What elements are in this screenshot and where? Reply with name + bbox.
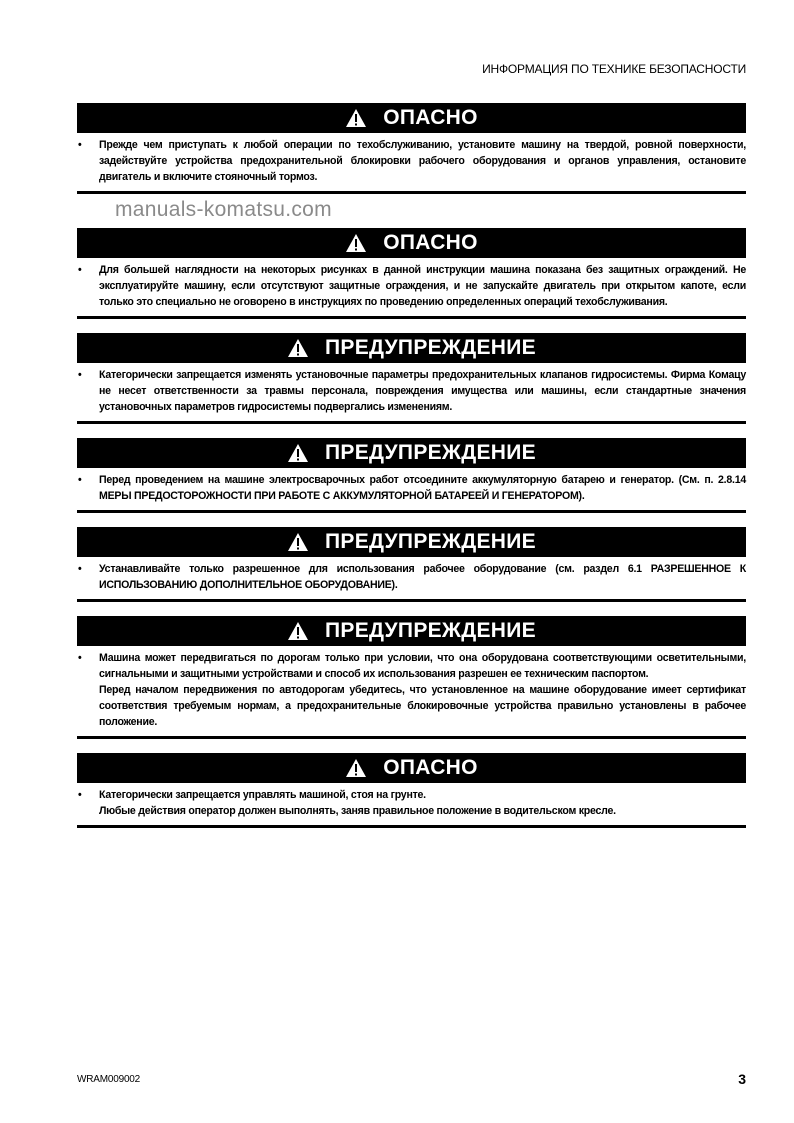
- notice-paragraph: Категорически запрещается изменять установочные параметры предохранительных клапанов гидросистемы. Фирма Комацу не несет ответственности за травмы персонала, повреждения имущества или машины, если стандартные значения установочных параметров гидросистемы подвергались изменениям.: [99, 369, 746, 413]
- safety-notice: [77, 753, 746, 828]
- notice-level: ПРЕДУПРЕЖДЕНИЕ: [325, 441, 536, 464]
- document-code: WRAM009002: [77, 1074, 141, 1085]
- notice-body: [77, 557, 746, 602]
- notice-banner: [77, 438, 746, 468]
- bullet: •: [78, 789, 82, 801]
- safety-notice: [77, 333, 746, 424]
- notice-paragraph: Категорически запрещается управлять машиной, стоя на грунте.: [99, 789, 426, 801]
- warning-triangle-icon: [287, 532, 309, 552]
- notice-body: [77, 646, 746, 739]
- notice-banner: [77, 753, 746, 783]
- notice-text: [99, 787, 746, 819]
- notice-text: [99, 650, 746, 730]
- notice-text: [99, 472, 746, 504]
- notice-level: ОПАСНО: [383, 756, 478, 779]
- bullet: •: [78, 369, 82, 381]
- page-number: 3: [738, 1071, 746, 1087]
- notice-body: [77, 363, 746, 424]
- notice-body: [77, 468, 746, 513]
- warning-triangle-icon: [287, 443, 309, 463]
- notice-paragraph: Прежде чем приступать к любой операции по техобслуживанию, установите машину на твердой, ровной поверхности, задействуйте устройства предохранительной блокировки рабочего оборудования и органов управления, остановите двигатель и включите стояночный тормоз.: [99, 139, 746, 183]
- bullet: •: [78, 652, 82, 664]
- notices-list: [77, 103, 746, 842]
- warning-triangle-icon: [345, 758, 367, 778]
- notice-banner: [77, 333, 746, 363]
- notice-text: [99, 137, 746, 185]
- notice-paragraph: Для большей наглядности на некоторых рисунках в данной инструкции машина показана без защитных ограждений. Не эксплуатируйте машину, если отсутствуют защитные ограждения, и не запускайте двигатель при открытом капоте, если только это специально не оговорено в инструкциях по проведению определенных операций техобслуживания.: [99, 264, 746, 308]
- notice-text: [99, 561, 746, 593]
- warning-triangle-icon: [287, 338, 309, 358]
- running-header: ИНФОРМАЦИЯ ПО ТЕХНИКЕ БЕЗОПАСНОСТИ: [482, 62, 746, 76]
- notice-text: [99, 367, 746, 415]
- notice-level: ПРЕДУПРЕЖДЕНИЕ: [325, 336, 536, 359]
- notice-level: ПРЕДУПРЕЖДЕНИЕ: [325, 619, 536, 642]
- notice-body: [77, 258, 746, 319]
- notice-text: [99, 262, 746, 310]
- notice-level: ОПАСНО: [383, 231, 478, 254]
- warning-triangle-icon: [345, 233, 367, 253]
- safety-notice: [77, 616, 746, 739]
- notice-banner: [77, 103, 746, 133]
- notice-paragraph: Перед началом передвижения по автодорогам убедитесь, что установленное на машине оборудование имеет сертификат соответствия требуемым нормам, а предохранительные блокировочные устройства правильно установлены в рабочее положение.: [99, 684, 746, 728]
- notice-level: ОПАСНО: [383, 106, 478, 129]
- safety-notice: [77, 228, 746, 319]
- notice-level: ПРЕДУПРЕЖДЕНИЕ: [325, 530, 536, 553]
- safety-notice: [77, 438, 746, 513]
- notice-banner: [77, 228, 746, 258]
- notice-paragraph: Любые действия оператор должен выполнять, заняв правильное положение в водительском кресле.: [99, 805, 616, 817]
- bullet: •: [78, 139, 82, 151]
- notice-paragraph: Машина может передвигаться по дорогам только при условии, что она оборудована соответствующими осветительными, сигнальными и защитными устройствами и способ их использования разрешен ее техническим паспортом.: [99, 652, 746, 680]
- notice-body: [77, 783, 746, 828]
- notice-paragraph: Устанавливайте только разрешенное для использования рабочее оборудование (см. раздел 6.1 РАЗРЕШЕННОЕ К ИСПОЛЬЗОВАНИЮ ДОПОЛНИТЕЛЬНОЕ ОБОРУДОВАНИЕ).: [99, 563, 746, 591]
- safety-notice: [77, 527, 746, 602]
- bullet: •: [78, 264, 82, 276]
- bullet: •: [78, 474, 82, 486]
- warning-triangle-icon: [345, 108, 367, 128]
- watermark: manuals-komatsu.com: [115, 198, 332, 221]
- bullet: •: [78, 563, 82, 575]
- notice-banner: [77, 527, 746, 557]
- warning-triangle-icon: [287, 621, 309, 641]
- safety-notice: [77, 103, 746, 194]
- notice-body: [77, 133, 746, 194]
- notice-banner: [77, 616, 746, 646]
- notice-paragraph: Перед проведением на машине электросварочных работ отсоедините аккумуляторную батарею и генератор. (См. п. 2.8.14 МЕРЫ ПРЕДОСТОРОЖНОСТИ ПРИ РАБОТЕ С АККУМУЛЯТОРНОЙ БАТАРЕЕЙ И ГЕНЕРАТОРОМ).: [99, 474, 746, 502]
